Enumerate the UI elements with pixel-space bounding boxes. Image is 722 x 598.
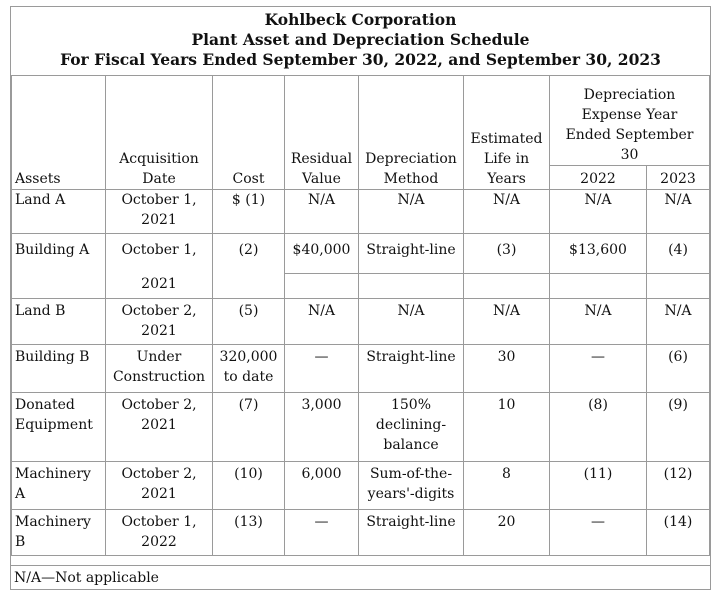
cost-cell: $ (1) — [213, 190, 285, 234]
col-header-2023: 2023 — [647, 166, 710, 190]
expense-2023-cell: (12) — [647, 462, 710, 510]
expense-2023-cell: (4) — [647, 234, 710, 274]
cost-cell: (2) — [213, 234, 285, 274]
footnote: N/A—Not applicable — [11, 565, 710, 590]
date-cell: October 1, 2021 — [106, 190, 213, 234]
col-header-cost: Cost — [213, 76, 285, 190]
fiscal-period: For Fiscal Years Ended September 30, 2022, and September 30, 2023 — [60, 50, 661, 69]
cost-cell: (7) — [213, 393, 285, 462]
table-row — [12, 190, 710, 234]
date-cell: October 1, — [106, 234, 213, 274]
asset-cell: Building A — [12, 234, 106, 274]
expense-2022-cell: (11) — [550, 462, 647, 510]
date-cell: October 2, 2021 — [106, 462, 213, 510]
life-cell: (3) — [464, 234, 550, 274]
asset-cell: Land B — [12, 299, 106, 345]
residual-cell: N/A — [285, 299, 359, 345]
cost-cell: (5) — [213, 299, 285, 345]
method-cell: Straight-line — [359, 345, 464, 393]
table-row — [12, 299, 710, 345]
residual-cell: — — [285, 510, 359, 556]
date-cell: October 1, 2022 — [106, 510, 213, 556]
method-cell: N/A — [359, 190, 464, 234]
date-cell-year: 2021 — [106, 274, 213, 299]
col-header-2022: 2022 — [550, 166, 647, 190]
date-cell: October 2, 2021 — [106, 393, 213, 462]
cost-cell: 320,000 to date — [213, 345, 285, 393]
header-row — [12, 76, 710, 166]
life-cell: 30 — [464, 345, 550, 393]
table-row-continuation — [12, 274, 710, 299]
col-header-acquisition-date: Acquisition Date — [106, 76, 213, 190]
life-cell: 8 — [464, 462, 550, 510]
depreciation-schedule — [10, 6, 711, 590]
life-cell: N/A — [464, 190, 550, 234]
method-cell: Straight-line — [359, 510, 464, 556]
table-row — [12, 462, 710, 510]
cost-cell: (10) — [213, 462, 285, 510]
method-cell: Sum-of-the- years'-digits — [359, 462, 464, 510]
cost-cell: (13) — [213, 510, 285, 556]
expense-2022-cell: N/A — [550, 190, 647, 234]
expense-2023-cell: (9) — [647, 393, 710, 462]
life-cell: 10 — [464, 393, 550, 462]
table-row — [12, 393, 710, 462]
life-cell: N/A — [464, 299, 550, 345]
residual-cell: 6,000 — [285, 462, 359, 510]
residual-cell: $40,000 — [285, 234, 359, 274]
expense-2022-cell: $13,600 — [550, 234, 647, 274]
life-cell: 20 — [464, 510, 550, 556]
col-header-depreciation-method: Depreciation Method — [359, 76, 464, 190]
expense-2023-cell: (6) — [647, 345, 710, 393]
asset-cell: Donated Equipment — [12, 393, 106, 462]
asset-cell: Land A — [12, 190, 106, 234]
col-header-residual-value: Residual Value — [285, 76, 359, 190]
asset-cell: Building B — [12, 345, 106, 393]
expense-2023-cell: (14) — [647, 510, 710, 556]
residual-cell: 3,000 — [285, 393, 359, 462]
expense-2023-cell: N/A — [647, 299, 710, 345]
table-row — [12, 234, 710, 274]
method-cell: N/A — [359, 299, 464, 345]
table-row — [12, 510, 710, 556]
expense-2022-cell: — — [550, 510, 647, 556]
company-name: Kohlbeck Corporation — [264, 10, 457, 29]
col-header-estimated-life: Estimated Life in Years — [464, 76, 550, 190]
col-header-depreciation-expense: Depreciation Expense Year Ended September 30 — [550, 76, 710, 166]
expense-2022-cell: N/A — [550, 299, 647, 345]
expense-2022-cell: (8) — [550, 393, 647, 462]
col-header-assets: Assets — [12, 76, 106, 190]
table-row — [12, 345, 710, 393]
schedule-table — [11, 75, 710, 556]
residual-cell: N/A — [285, 190, 359, 234]
asset-cell: Machinery B — [12, 510, 106, 556]
schedule-title — [11, 7, 710, 75]
expense-2022-cell: — — [550, 345, 647, 393]
date-cell: October 2, 2021 — [106, 299, 213, 345]
schedule-name: Plant Asset and Depreciation Schedule — [191, 30, 530, 49]
asset-cell: Machinery A — [12, 462, 106, 510]
expense-2023-cell: N/A — [647, 190, 710, 234]
method-cell: Straight-line — [359, 234, 464, 274]
date-cell: Under Construction — [106, 345, 213, 393]
residual-cell: — — [285, 345, 359, 393]
method-cell: 150% declining- balance — [359, 393, 464, 462]
